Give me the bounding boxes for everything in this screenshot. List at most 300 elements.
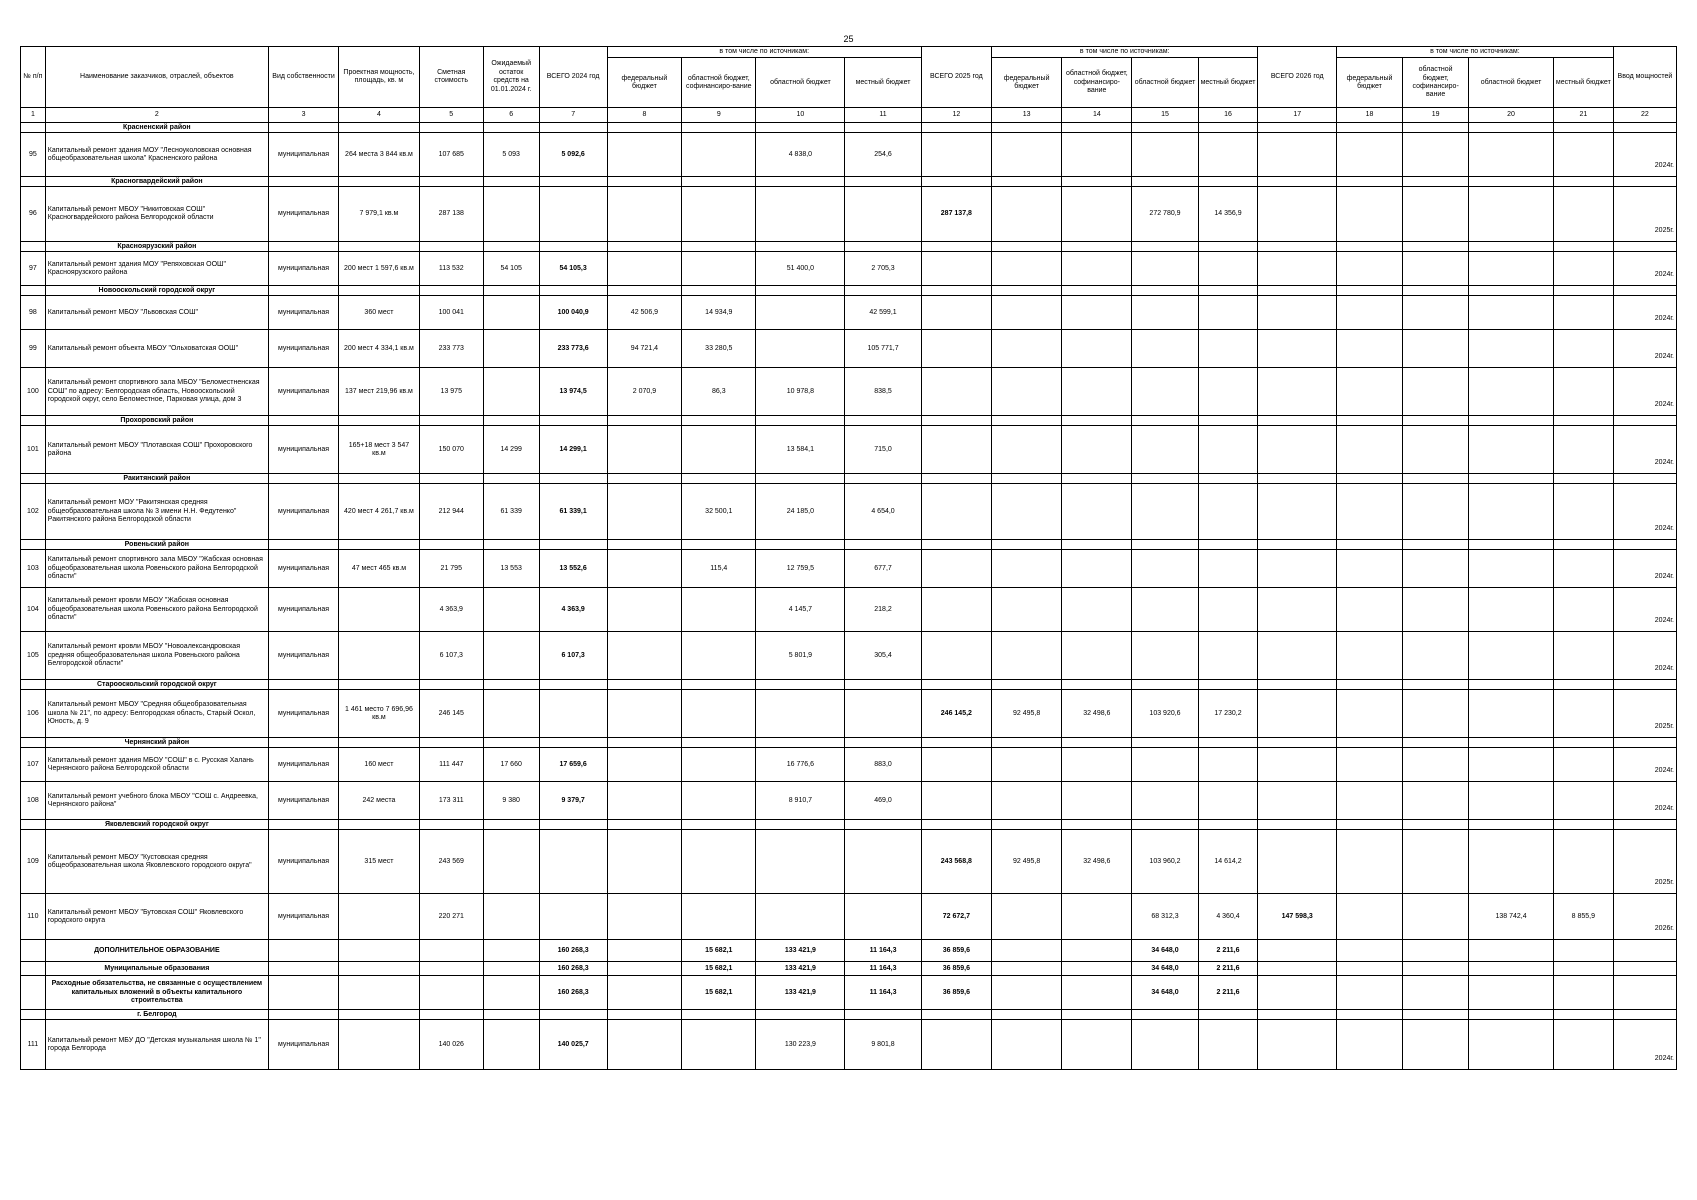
capacity: 315 мест <box>339 830 420 894</box>
expected-remainder <box>483 690 539 738</box>
federal-2024 <box>607 940 681 962</box>
regional-2024: 4 838,0 <box>756 133 845 177</box>
column-number: 22 <box>1613 108 1676 123</box>
regional-cofin-2024: 15 682,1 <box>682 962 756 976</box>
empty-cell <box>1198 286 1258 296</box>
empty-cell <box>1613 976 1676 1010</box>
federal-2024 <box>607 632 681 680</box>
regional-cofin-2026 <box>1403 894 1469 940</box>
table-row <box>21 368 1677 416</box>
empty-cell <box>419 177 483 187</box>
local-2024 <box>845 830 921 894</box>
empty-cell <box>483 540 539 550</box>
total-row <box>21 976 1677 1010</box>
column-number: 8 <box>607 108 681 123</box>
empty-cell <box>991 123 1061 133</box>
section-row <box>21 416 1677 426</box>
header-regional-cofin-2024: областной бюджет, софинансиро-вание <box>682 58 756 108</box>
total-2024: 61 339,1 <box>539 484 607 540</box>
total-2025 <box>921 368 991 416</box>
column-number: 18 <box>1336 108 1402 123</box>
empty-cell <box>268 474 338 484</box>
column-number: 3 <box>268 108 338 123</box>
empty-cell <box>1336 474 1402 484</box>
total-2025 <box>921 1020 991 1070</box>
column-number: 16 <box>1198 108 1258 123</box>
capacity: 242 места <box>339 782 420 820</box>
federal-2026 <box>1336 252 1402 286</box>
empty-cell <box>1258 976 1337 1010</box>
local-2025 <box>1198 296 1258 330</box>
empty-cell <box>21 962 46 976</box>
header-name: Наименование заказчиков, отраслей, объектов <box>45 47 268 108</box>
regional-cofin-2024 <box>682 187 756 242</box>
empty-cell <box>1132 286 1198 296</box>
empty-cell <box>921 177 991 187</box>
header-regional-2024: областной бюджет <box>756 58 845 108</box>
regional-cofin-2026 <box>1403 296 1469 330</box>
empty-cell <box>921 680 991 690</box>
regional-cofin-2026 <box>1403 690 1469 738</box>
empty-cell <box>1062 474 1132 484</box>
empty-cell <box>991 416 1061 426</box>
empty-cell <box>1469 738 1554 748</box>
commissioning-year: 2024г. <box>1613 296 1676 330</box>
total-2024 <box>539 187 607 242</box>
column-number: 10 <box>756 108 845 123</box>
column-number: 11 <box>845 108 921 123</box>
regional-cofin-2024 <box>682 830 756 894</box>
local-2026 <box>1553 484 1613 540</box>
empty-cell <box>1258 1010 1337 1020</box>
empty-cell <box>1469 940 1554 962</box>
empty-cell <box>268 962 338 976</box>
ownership-type: муниципальная <box>268 330 338 368</box>
regional-cofin-2024 <box>682 632 756 680</box>
federal-2024 <box>607 133 681 177</box>
local-2025: 14 356,9 <box>1198 187 1258 242</box>
total-2024: 6 107,3 <box>539 632 607 680</box>
total-2026 <box>1258 187 1337 242</box>
regional-2025: 68 312,3 <box>1132 894 1198 940</box>
federal-2025 <box>991 940 1061 962</box>
regional-cofin-2026 <box>1403 782 1469 820</box>
section-title: Красноярузский район <box>45 242 268 252</box>
empty-cell <box>419 540 483 550</box>
empty-cell <box>1613 474 1676 484</box>
federal-2026 <box>1336 133 1402 177</box>
empty-cell <box>682 177 756 187</box>
total-2025 <box>921 588 991 632</box>
total-2025 <box>921 748 991 782</box>
total-2024: 9 379,7 <box>539 782 607 820</box>
empty-cell <box>539 540 607 550</box>
federal-2025 <box>991 426 1061 474</box>
local-2024: 4 654,0 <box>845 484 921 540</box>
local-2025: 2 211,6 <box>1198 940 1258 962</box>
federal-2025 <box>991 588 1061 632</box>
regional-cofin-2026 <box>1403 330 1469 368</box>
empty-cell <box>1469 177 1554 187</box>
empty-cell <box>845 474 921 484</box>
federal-2025 <box>991 976 1061 1010</box>
commissioning-year: 2024г. <box>1613 133 1676 177</box>
local-2025 <box>1198 330 1258 368</box>
empty-cell <box>1469 416 1554 426</box>
local-2026 <box>1553 830 1613 894</box>
federal-2026 <box>1336 296 1402 330</box>
expected-remainder <box>483 187 539 242</box>
local-2024: 9 801,8 <box>845 1020 921 1070</box>
regional-cofin-2025 <box>1062 133 1132 177</box>
empty-cell <box>1198 416 1258 426</box>
section-row <box>21 177 1677 187</box>
empty-cell <box>1613 123 1676 133</box>
ownership-type: муниципальная <box>268 296 338 330</box>
page-number: 25 <box>843 34 854 44</box>
empty-cell <box>1613 738 1676 748</box>
total-2026 <box>1258 484 1337 540</box>
local-2025 <box>1198 588 1258 632</box>
expected-remainder <box>483 632 539 680</box>
empty-cell <box>1403 820 1469 830</box>
federal-2024: 2 070,9 <box>607 368 681 416</box>
section-num-cell <box>21 1010 46 1020</box>
local-2026 <box>1553 133 1613 177</box>
regional-2026 <box>1469 133 1554 177</box>
header-sources-2025: в том числе по источникам: <box>991 47 1257 58</box>
regional-cofin-2024: 32 500,1 <box>682 484 756 540</box>
estimate-cost: 212 944 <box>419 484 483 540</box>
total-2025: 36 859,6 <box>921 976 991 1010</box>
empty-cell <box>339 1010 420 1020</box>
empty-cell <box>1062 738 1132 748</box>
empty-cell <box>1613 286 1676 296</box>
empty-cell <box>1198 242 1258 252</box>
local-2026 <box>1553 632 1613 680</box>
section-title: Ровеньский район <box>45 540 268 550</box>
empty-cell <box>1062 123 1132 133</box>
regional-cofin-2024: 15 682,1 <box>682 940 756 962</box>
empty-cell <box>756 177 845 187</box>
empty-cell <box>1403 474 1469 484</box>
total-2026 <box>1258 748 1337 782</box>
empty-cell <box>921 242 991 252</box>
empty-cell <box>921 540 991 550</box>
empty-cell <box>21 976 46 1010</box>
empty-cell <box>1336 177 1402 187</box>
regional-2025: 103 960,2 <box>1132 830 1198 894</box>
regional-cofin-2024 <box>682 690 756 738</box>
empty-cell <box>1198 540 1258 550</box>
empty-cell <box>1403 940 1469 962</box>
local-2026 <box>1553 550 1613 588</box>
column-number: 20 <box>1469 108 1554 123</box>
object-name: Капитальный ремонт МБОУ "Никитовская СОШ" Красногвардейского района Белгородской области <box>45 187 268 242</box>
ownership-type: муниципальная <box>268 894 338 940</box>
empty-cell <box>1469 962 1554 976</box>
local-2024: 715,0 <box>845 426 921 474</box>
regional-2026 <box>1469 484 1554 540</box>
federal-2026 <box>1336 330 1402 368</box>
empty-cell <box>483 123 539 133</box>
empty-cell <box>339 242 420 252</box>
section-num-cell <box>21 680 46 690</box>
empty-cell <box>991 474 1061 484</box>
total-row <box>21 940 1677 962</box>
section-row <box>21 242 1677 252</box>
local-2026 <box>1553 330 1613 368</box>
commissioning-year: 2025г. <box>1613 690 1676 738</box>
regional-cofin-2026 <box>1403 252 1469 286</box>
local-2026 <box>1553 426 1613 474</box>
column-number: 2 <box>45 108 268 123</box>
section-row <box>21 1010 1677 1020</box>
empty-cell <box>1062 177 1132 187</box>
empty-cell <box>1336 940 1402 962</box>
capacity: 165+18 мест 3 547 кв.м <box>339 426 420 474</box>
regional-2024 <box>756 187 845 242</box>
header-ownership: Вид собственности <box>268 47 338 108</box>
empty-cell <box>1613 540 1676 550</box>
local-2026 <box>1553 690 1613 738</box>
total-2024: 13 552,6 <box>539 550 607 588</box>
empty-cell <box>921 820 991 830</box>
local-2024: 42 599,1 <box>845 296 921 330</box>
empty-cell <box>339 286 420 296</box>
total-2026 <box>1258 426 1337 474</box>
table-row <box>21 690 1677 738</box>
regional-2025 <box>1132 748 1198 782</box>
capacity <box>339 1020 420 1070</box>
empty-cell <box>419 820 483 830</box>
empty-cell <box>483 680 539 690</box>
regional-2024 <box>756 296 845 330</box>
federal-2025 <box>991 187 1061 242</box>
empty-cell <box>1198 680 1258 690</box>
expected-remainder: 61 339 <box>483 484 539 540</box>
local-2026 <box>1553 748 1613 782</box>
empty-cell <box>419 474 483 484</box>
regional-cofin-2025 <box>1062 187 1132 242</box>
federal-2024: 42 506,9 <box>607 296 681 330</box>
federal-2024 <box>607 1020 681 1070</box>
empty-cell <box>756 286 845 296</box>
table-row <box>21 782 1677 820</box>
regional-2024 <box>756 690 845 738</box>
local-2024: 218,2 <box>845 588 921 632</box>
table-row <box>21 632 1677 680</box>
table-row <box>21 588 1677 632</box>
empty-cell <box>1132 474 1198 484</box>
empty-cell <box>682 820 756 830</box>
regional-2025 <box>1132 368 1198 416</box>
object-name: Капитальный ремонт здания МОУ "Репяховская ООШ" Красноярузского района <box>45 252 268 286</box>
empty-cell <box>756 738 845 748</box>
column-number: 13 <box>991 108 1061 123</box>
regional-2026 <box>1469 187 1554 242</box>
total-2026 <box>1258 252 1337 286</box>
empty-cell <box>1403 680 1469 690</box>
section-title: Красногвардейский район <box>45 177 268 187</box>
empty-cell <box>1469 123 1554 133</box>
empty-cell <box>921 123 991 133</box>
commissioning-year: 2024г. <box>1613 1020 1676 1070</box>
section-num-cell <box>21 540 46 550</box>
row-number: 110 <box>21 894 46 940</box>
local-2024: 11 164,3 <box>845 962 921 976</box>
estimate-cost: 246 145 <box>419 690 483 738</box>
empty-cell <box>539 286 607 296</box>
empty-cell <box>607 286 681 296</box>
local-2025 <box>1198 782 1258 820</box>
regional-cofin-2024 <box>682 426 756 474</box>
empty-cell <box>845 123 921 133</box>
section-row <box>21 540 1677 550</box>
empty-cell <box>539 416 607 426</box>
empty-cell <box>682 286 756 296</box>
empty-cell <box>991 738 1061 748</box>
ownership-type: муниципальная <box>268 690 338 738</box>
empty-cell <box>1553 286 1613 296</box>
column-number: 5 <box>419 108 483 123</box>
section-num-cell <box>21 738 46 748</box>
total-2024 <box>539 830 607 894</box>
regional-cofin-2024 <box>682 782 756 820</box>
regional-cofin-2024: 14 934,9 <box>682 296 756 330</box>
empty-cell <box>1613 416 1676 426</box>
total-2026 <box>1258 133 1337 177</box>
regional-cofin-2025 <box>1062 976 1132 1010</box>
regional-cofin-2024 <box>682 1020 756 1070</box>
empty-cell <box>539 820 607 830</box>
empty-cell <box>845 738 921 748</box>
regional-cofin-2025 <box>1062 368 1132 416</box>
local-2025 <box>1198 1020 1258 1070</box>
total-2026 <box>1258 782 1337 820</box>
empty-cell <box>1613 680 1676 690</box>
empty-cell <box>1469 540 1554 550</box>
section-num-cell <box>21 286 46 296</box>
regional-cofin-2025 <box>1062 330 1132 368</box>
empty-cell <box>539 177 607 187</box>
capacity: 137 мест 219,96 кв.м <box>339 368 420 416</box>
local-2026 <box>1553 296 1613 330</box>
header-local-2024: местный бюджет <box>845 58 921 108</box>
empty-cell <box>1258 540 1337 550</box>
regional-2026 <box>1469 252 1554 286</box>
empty-cell <box>419 940 483 962</box>
empty-cell <box>1553 738 1613 748</box>
total-2024: 160 268,3 <box>539 940 607 962</box>
regional-2024: 24 185,0 <box>756 484 845 540</box>
empty-cell <box>1403 123 1469 133</box>
empty-cell <box>607 123 681 133</box>
local-2024: 2 705,3 <box>845 252 921 286</box>
federal-2024 <box>607 588 681 632</box>
federal-2025 <box>991 748 1061 782</box>
header-remainder: Ожидаемый остаток средств на 01.01.2024 г. <box>483 47 539 108</box>
table-row <box>21 296 1677 330</box>
column-number: 9 <box>682 108 756 123</box>
empty-cell <box>1553 1010 1613 1020</box>
empty-cell <box>1613 242 1676 252</box>
federal-2025 <box>991 782 1061 820</box>
estimate-cost: 243 569 <box>419 830 483 894</box>
federal-2025 <box>991 1020 1061 1070</box>
empty-cell <box>1403 1010 1469 1020</box>
empty-cell <box>1132 177 1198 187</box>
empty-cell <box>483 976 539 1010</box>
empty-cell <box>1062 820 1132 830</box>
regional-2025 <box>1132 484 1198 540</box>
empty-cell <box>539 680 607 690</box>
empty-cell <box>1062 1010 1132 1020</box>
estimate-cost: 107 685 <box>419 133 483 177</box>
empty-cell <box>419 680 483 690</box>
expected-remainder: 5 093 <box>483 133 539 177</box>
regional-2024 <box>756 830 845 894</box>
total-label: ДОПОЛНИТЕЛЬНОЕ ОБРАЗОВАНИЕ <box>45 940 268 962</box>
empty-cell <box>1258 242 1337 252</box>
regional-cofin-2024: 15 682,1 <box>682 976 756 1010</box>
empty-cell <box>607 1010 681 1020</box>
regional-cofin-2026 <box>1403 484 1469 540</box>
commissioning-year: 2024г. <box>1613 632 1676 680</box>
empty-cell <box>1258 416 1337 426</box>
empty-cell <box>419 1010 483 1020</box>
empty-cell <box>1062 286 1132 296</box>
estimate-cost: 220 271 <box>419 894 483 940</box>
expected-remainder <box>483 368 539 416</box>
regional-cofin-2026 <box>1403 187 1469 242</box>
table-row <box>21 1020 1677 1070</box>
regional-2026 <box>1469 830 1554 894</box>
empty-cell <box>1613 177 1676 187</box>
total-label: Расходные обязательства, не связанные с осуществлением капитальных вложений в объекты капитального строительства <box>45 976 268 1010</box>
regional-cofin-2025 <box>1062 296 1132 330</box>
local-2025 <box>1198 632 1258 680</box>
section-title: Новооскольский городской округ <box>45 286 268 296</box>
federal-2025: 92 495,8 <box>991 830 1061 894</box>
empty-cell <box>682 680 756 690</box>
regional-cofin-2025 <box>1062 588 1132 632</box>
regional-cofin-2026 <box>1403 368 1469 416</box>
object-name: Капитальный ремонт спортивного зала МБОУ "Жабская основная общеобразовательная школа Ровеньского района Белгородской области" <box>45 550 268 588</box>
federal-2026 <box>1336 830 1402 894</box>
federal-2024 <box>607 830 681 894</box>
regional-cofin-2024 <box>682 133 756 177</box>
expected-remainder: 17 660 <box>483 748 539 782</box>
regional-cofin-2025 <box>1062 426 1132 474</box>
empty-cell <box>1336 962 1402 976</box>
regional-2026 <box>1469 426 1554 474</box>
total-2025: 246 145,2 <box>921 690 991 738</box>
object-name: Капитальный ремонт МОУ "Ракитянская средняя общеобразовательная школа № 3 имени Н.Н. Федутенко" Ракитянского района Белгородской области <box>45 484 268 540</box>
local-2026 <box>1553 1020 1613 1070</box>
section-title: Прохоровский район <box>45 416 268 426</box>
empty-cell <box>1258 940 1337 962</box>
empty-cell <box>1403 177 1469 187</box>
total-2026 <box>1258 368 1337 416</box>
regional-2025 <box>1132 426 1198 474</box>
header-commissioning: Ввод мощностей <box>1613 47 1676 108</box>
federal-2025 <box>991 484 1061 540</box>
empty-cell <box>268 1010 338 1020</box>
commissioning-year: 2024г. <box>1613 484 1676 540</box>
empty-cell <box>268 242 338 252</box>
empty-cell <box>1553 680 1613 690</box>
